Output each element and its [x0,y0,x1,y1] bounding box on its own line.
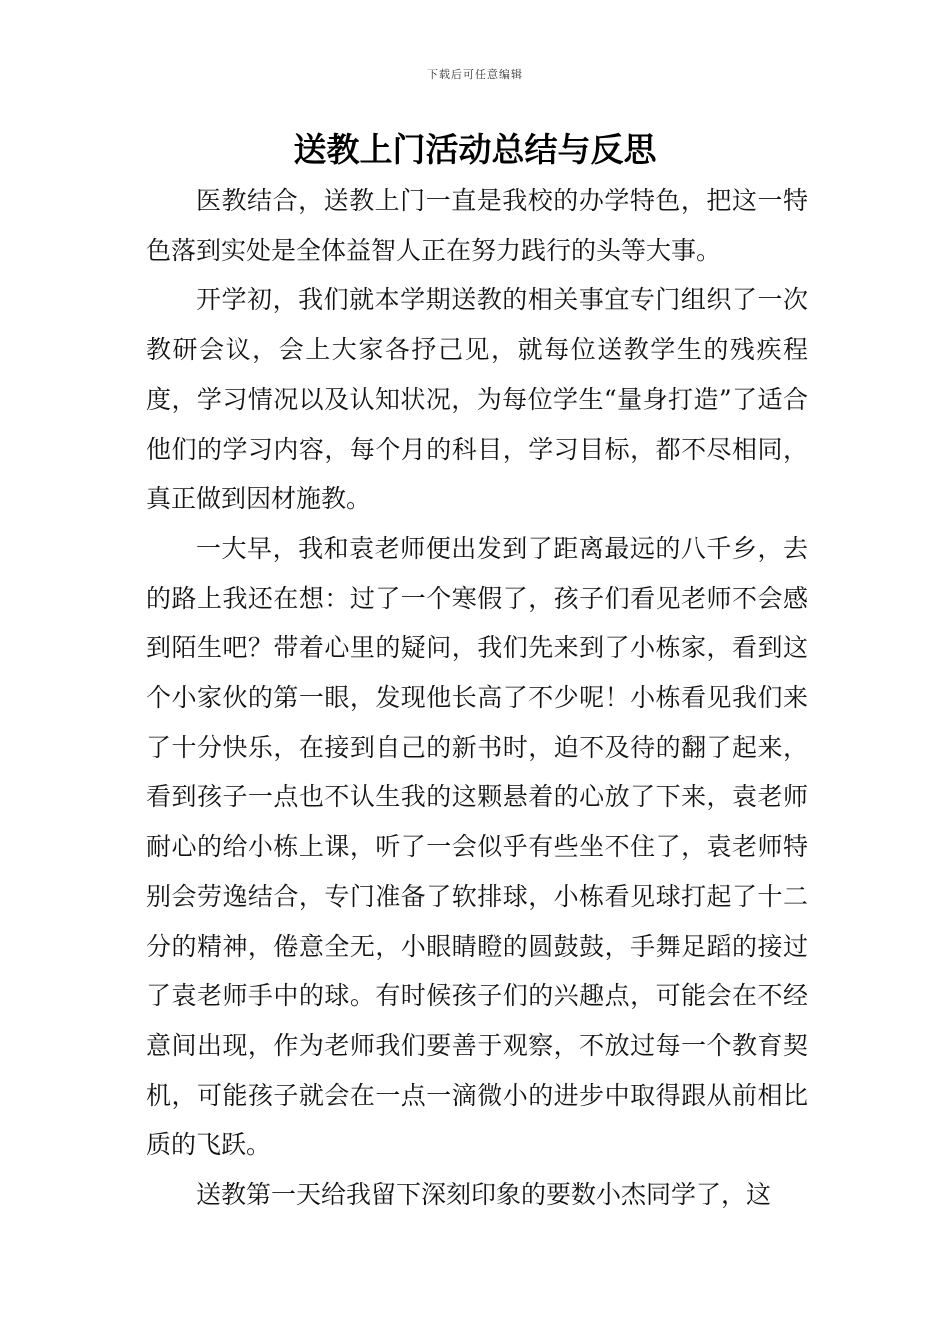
document-title: 送教上门活动总结与反思 [293,130,657,169]
paragraph: 送教第一天给我留下深刻印象的要数小杰同学了，这 [196,1180,772,1210]
paragraph: 一大早，我和袁老师便出发到了距离最远的八千乡，去的路上我还在想：过了一个寒假了，孩子们看见老师不会感到陌生吧？带着心里的疑问，我们先来到了小栋家，看到这个小家伙的第一眼，发现他长高了不少呢！小栋看见我们来了十分快乐，在接到自己的新书时，迫不及待的翻了起来，看到孩子一点也不认生我的这颗悬着的心放了下来，袁老师耐心的给小栋上课，听了一会似乎有些坐不住了，袁老师特别会劳逸结合，专门准备了软排球，小栋看见球打起了十二分的精神，倦意全无，小眼睛瞪的圆鼓鼓，手舞足蹈的接过了袁老师手中的球。有时候孩子们的兴趣点，可能会在不经意间出现，作为老师我们要善于观察，不放过每一个教育契机，可能孩子就会在一点一滴微小的进步中取得跟从前相比质的飞跃。 [146,533,808,1160]
paragraph: 开学初，我们就本学期送教的相关事宜专门组织了一次教研会议，会上大家各抒己见，就每位送教学生的残疾程度，学习情况以及认知状况，为每位学生“量身打造”了适合他们的学习内容，每个月的科目，学习目标，都不尽相同，真正做到因材施教。 [146,285,808,514]
paragraph: 医教结合，送教上门一直是我校的办学特色，把这一特色落到实处是全体益智人正在努力践行的头等大事。 [146,186,808,265]
document-body [146,176,808,1220]
page-header-note: 下载后可任意编辑 [427,68,523,81]
